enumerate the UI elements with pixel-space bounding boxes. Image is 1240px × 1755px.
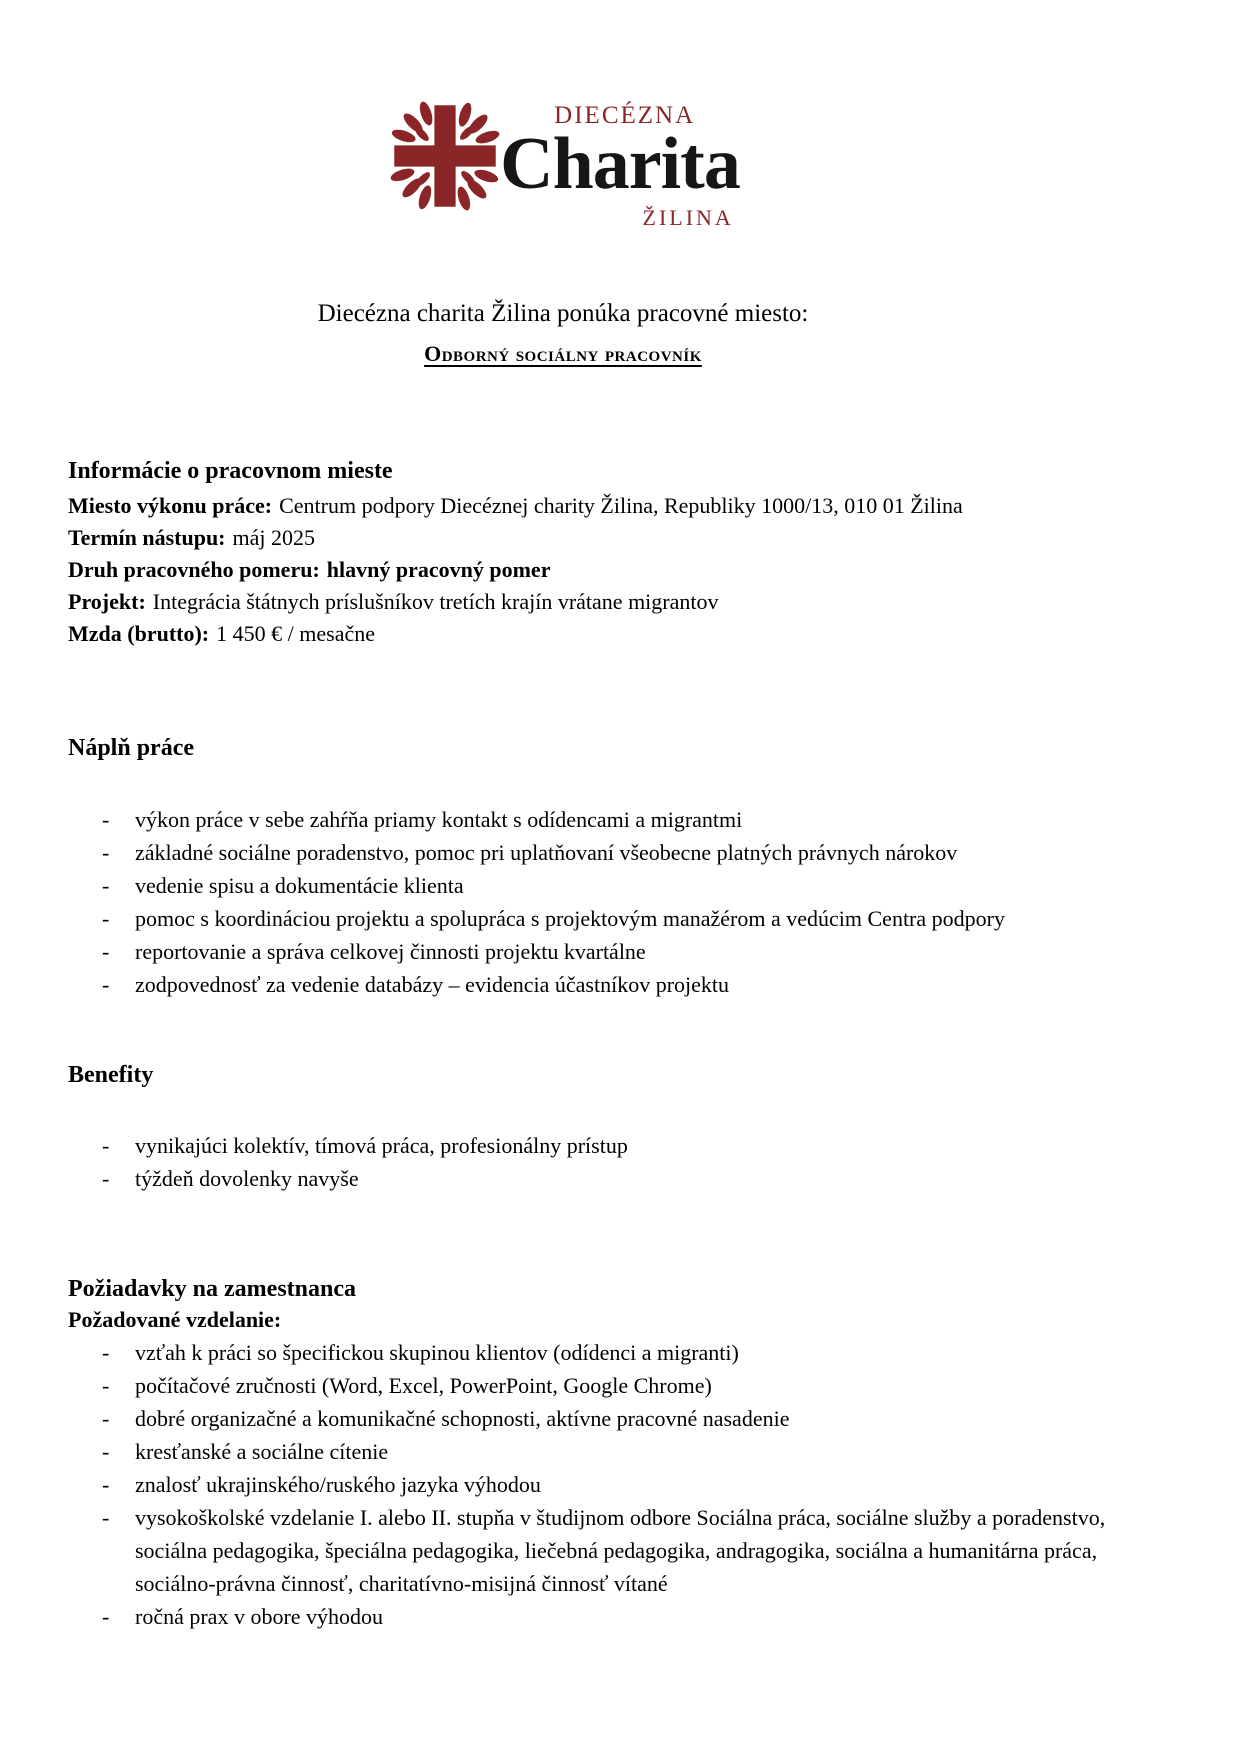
info-field-label: Termín nástupu: bbox=[68, 524, 226, 550]
job-title-text: Odborný sociálny pracovník bbox=[424, 341, 702, 367]
info-block bbox=[68, 490, 1180, 650]
subheading-pozadovane-vzdelanie: Požadované vzdelanie: bbox=[68, 1307, 282, 1333]
section-heading-benefity: Benefity bbox=[68, 1061, 154, 1088]
bullet-marker: - bbox=[102, 839, 110, 865]
bullet-marker: - bbox=[102, 1439, 110, 1465]
list-item bbox=[68, 836, 1180, 869]
info-field-value: Centrum podpory Diecéznej charity Žilina, Republiky 1000/13, 010 01 Žilina bbox=[279, 492, 963, 518]
info-field-label: Projekt: bbox=[68, 588, 146, 614]
list-item bbox=[68, 1468, 1180, 1501]
job-title bbox=[68, 341, 1058, 367]
bullet-marker: - bbox=[102, 1505, 110, 1531]
list-item bbox=[68, 1129, 1180, 1162]
poziadavky-list bbox=[68, 1336, 1180, 1633]
list-item bbox=[68, 803, 1180, 836]
list-item bbox=[68, 1369, 1180, 1402]
section-heading-naplna: Náplň práce bbox=[68, 734, 194, 761]
list-item-text: základné sociálne poradenstvo, pomoc pri uplatňovaní všeobecne platných právnych nárokov bbox=[135, 839, 958, 865]
list-item-text: vzťah k práci so špecifickou skupinou klientov (odídenci a migranti) bbox=[135, 1340, 739, 1366]
info-field-value: Integrácia štátnych príslušníkov tretích krajín vrátane migrantov bbox=[152, 588, 719, 614]
list-item-text: týždeň dovolenky navyše bbox=[135, 1166, 359, 1192]
info-field-project bbox=[68, 586, 1180, 618]
info-field-start-date bbox=[68, 522, 1180, 554]
bullet-marker: - bbox=[102, 806, 110, 832]
list-item-text: znalosť ukrajinského/ruského jazyka výhodou bbox=[135, 1472, 541, 1498]
section-heading-info: Informácie o pracovnom mieste bbox=[68, 458, 393, 485]
list-item-text: dobré organizačné a komunikačné schopnosti, aktívne pracovné nasadenie bbox=[135, 1406, 790, 1432]
list-item-text: kresťanské a sociálne cítenie bbox=[135, 1439, 389, 1465]
bullet-marker: - bbox=[102, 1133, 110, 1159]
list-item-text: ročná prax v obore výhodou bbox=[135, 1604, 384, 1630]
list-item-text: počítačové zručnosti (Word, Excel, PowerPoint, Google Chrome) bbox=[135, 1373, 712, 1399]
list-item bbox=[68, 968, 1180, 1001]
bullet-marker: - bbox=[102, 905, 110, 931]
info-field-employment-type bbox=[68, 554, 1180, 586]
org-logo bbox=[68, 0, 1058, 229]
benefity-list bbox=[68, 1129, 1180, 1195]
list-item-text: vynikajúci kolektív, tímová práca, profesionálny prístup bbox=[135, 1133, 628, 1159]
caritas-cross-icon bbox=[386, 97, 504, 215]
bullet-marker: - bbox=[102, 1373, 110, 1399]
logo-charita-text: Charita bbox=[500, 123, 740, 205]
bullet-marker: - bbox=[102, 1406, 110, 1432]
info-field-label: Mzda (brutto): bbox=[68, 620, 210, 646]
intro-line: Diecézna charita Žilina ponúka pracovné miesto: bbox=[317, 300, 809, 328]
bullet-marker: - bbox=[102, 971, 110, 997]
info-field-label: Miesto výkonu práce: bbox=[68, 492, 273, 518]
list-item-text: vysokoškolské vzdelanie I. alebo II. stupňa v študijnom odbore Sociálna práca, sociálne služby a poradenstvo, sociálna pedagogika, špeciálna pedagogika, liečebná pedagogika, andragogika, sociálna a humanitárna práca, sociálno-právna činnosť, charitatívno-misijná činnosť vítané bbox=[135, 1505, 1106, 1597]
info-field-label: Druh pracovného pomeru: bbox=[68, 556, 320, 582]
naplna-list bbox=[68, 803, 1180, 1001]
info-field-salary bbox=[68, 618, 1180, 650]
list-item-text: pomoc s koordináciou projektu a spolupráca s projektovým manažérom a vedúcim Centra podpory bbox=[135, 905, 1005, 931]
bullet-marker: - bbox=[102, 1166, 110, 1192]
logo-diecezna-text: DIECÉZNA bbox=[554, 102, 696, 129]
list-item bbox=[68, 935, 1180, 968]
list-item bbox=[68, 1600, 1180, 1633]
list-item-text: výkon práce v sebe zahŕňa priamy kontakt s odídencami a migrantmi bbox=[135, 806, 743, 832]
info-field-value: máj 2025 bbox=[232, 524, 316, 550]
info-field-value: hlavný pracovný pomer bbox=[326, 556, 551, 582]
bullet-marker: - bbox=[102, 872, 110, 898]
list-item-text: reportovanie a správa celkovej činnosti projektu kvartálne bbox=[135, 938, 646, 964]
list-item bbox=[68, 1435, 1180, 1468]
info-field-value: 1 450 € / mesačne bbox=[216, 620, 375, 646]
bullet-marker: - bbox=[102, 1472, 110, 1498]
bullet-marker: - bbox=[102, 1604, 110, 1630]
list-item bbox=[68, 1162, 1180, 1195]
list-item bbox=[68, 869, 1180, 902]
list-item bbox=[68, 1501, 1180, 1600]
list-item bbox=[68, 902, 1180, 935]
list-item-text: vedenie spisu a dokumentácie klienta bbox=[135, 872, 464, 898]
list-item-text: zodpovednosť za vedenie databázy – evidencia účastníkov projektu bbox=[135, 971, 730, 997]
bullet-marker: - bbox=[102, 938, 110, 964]
section-heading-poziadavky: Požiadavky na zamestnanca bbox=[68, 1276, 356, 1303]
list-item bbox=[68, 1402, 1180, 1435]
list-item bbox=[68, 1336, 1180, 1369]
info-field-workplace bbox=[68, 490, 1180, 522]
bullet-marker: - bbox=[102, 1340, 110, 1366]
logo-zilina-text: ŽILINA bbox=[642, 205, 734, 231]
